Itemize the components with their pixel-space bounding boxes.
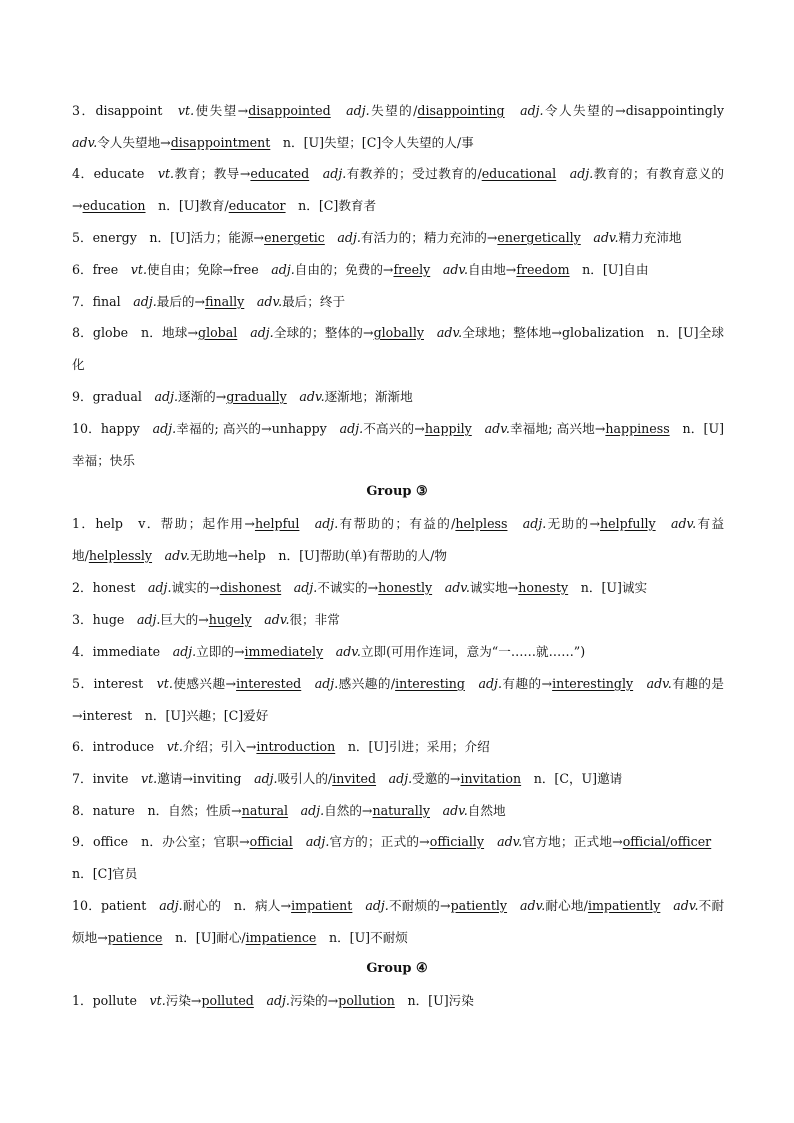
- entry-text: 官方的；正式的→: [329, 834, 430, 849]
- entry-text: 不高兴的→: [363, 421, 425, 436]
- entry-introduce: [72, 731, 724, 763]
- part-of-speech: adj.: [478, 676, 502, 691]
- entry-text: 不耐烦地→: [72, 898, 725, 945]
- answer-word: energetically: [497, 230, 581, 245]
- group-3-heading: Group ③: [366, 484, 428, 499]
- part-of-speech: adj.: [388, 771, 413, 786]
- answer-word: energetic: [264, 230, 325, 245]
- answer-word: educational: [481, 166, 557, 181]
- answer-word: interestingly: [552, 676, 634, 691]
- entry-text: 3．disappoint: [72, 103, 178, 118]
- entry-text: [484, 834, 497, 849]
- part-of-speech: adj.: [172, 644, 197, 659]
- answer-word: freely: [393, 262, 431, 277]
- part-of-speech: adj.: [133, 294, 157, 309]
- entry-text: [430, 803, 443, 818]
- entry-text: [287, 389, 300, 404]
- entry-text: [244, 294, 257, 309]
- answer-word: hugely: [208, 612, 252, 627]
- entry-final: [72, 286, 724, 318]
- entry-text: 有益地/: [72, 516, 725, 563]
- entry-text: [424, 325, 437, 340]
- entry-text: 5．interest: [72, 676, 157, 691]
- part-of-speech: adv.: [299, 389, 325, 404]
- entry-honest: [72, 572, 724, 604]
- part-of-speech: adj.: [250, 325, 274, 340]
- entry-disappoint: [72, 95, 737, 159]
- entry-text: [281, 580, 294, 595]
- entry-text: 5．energy n．[U]活力；能源→: [72, 230, 265, 245]
- entry-text: [325, 230, 338, 245]
- entry-text: [505, 103, 520, 118]
- answer-word: interesting: [395, 676, 465, 691]
- part-of-speech: adj.: [154, 389, 178, 404]
- entry-text: n．[C]官员: [72, 834, 725, 881]
- entry-text: 诚实地→: [469, 580, 519, 595]
- entry-text: 无助的→: [546, 516, 601, 531]
- part-of-speech: adj.: [266, 993, 290, 1008]
- entry-text: 诚实的→: [171, 580, 220, 595]
- part-of-speech: adv.: [444, 580, 470, 595]
- part-of-speech: adj.: [322, 166, 347, 181]
- part-of-speech: adj.: [520, 103, 544, 118]
- entry-text: [633, 676, 647, 691]
- entry-text: 9．gradual: [72, 389, 155, 404]
- answer-word: disappointment: [170, 135, 271, 150]
- part-of-speech: vt.: [141, 771, 158, 786]
- answer-word: happily: [424, 421, 472, 436]
- answer-word: dishonest: [219, 580, 282, 595]
- entry-text: 令人失望地→: [97, 135, 171, 150]
- entry-office: [72, 826, 724, 890]
- entry-text: 逐渐的→: [177, 389, 227, 404]
- entry-text: 逐渐地；渐渐地: [324, 389, 413, 404]
- entry-text: 有趣的是→interest n．[U]兴趣；[C]爱好: [72, 676, 724, 723]
- entry-text: 自然地: [467, 803, 506, 818]
- entry-text: [301, 676, 315, 691]
- answer-word: official: [249, 834, 293, 849]
- entry-text: 使失望→: [194, 103, 249, 118]
- entry-text: 7．final: [72, 294, 134, 309]
- entry-text: n．[U]失望；[C]令人失望的人/事: [270, 135, 474, 150]
- part-of-speech: adj.: [271, 262, 295, 277]
- entry-text: [430, 262, 443, 277]
- entry-text: 4．educate: [72, 166, 158, 181]
- part-of-speech: adv.: [442, 262, 469, 277]
- entry-immediate: [72, 636, 724, 668]
- part-of-speech: adj.: [314, 676, 339, 691]
- answer-word: education: [82, 198, 146, 213]
- entry-text: [581, 230, 594, 245]
- answer-word: helpful: [254, 516, 300, 531]
- entry-text: 很；非常: [289, 612, 340, 627]
- entry-text: 全球的；整体的→: [273, 325, 374, 340]
- answer-word: disappointing: [417, 103, 505, 118]
- entry-pollute: [72, 985, 724, 1017]
- entry-text: 邀请→inviting: [157, 771, 255, 786]
- answer-word: educator: [228, 198, 286, 213]
- answer-word: polluted: [201, 993, 254, 1008]
- entry-text: n．[C，U]邀请: [521, 771, 623, 786]
- entry-happy: [72, 413, 724, 477]
- answer-word: natural: [241, 803, 289, 818]
- answer-word: educated: [250, 166, 310, 181]
- entry-text: 9．office n．办公室；官职→: [72, 834, 250, 849]
- part-of-speech: adv.: [484, 421, 510, 436]
- entry-text: n．[U]耐心/: [162, 930, 246, 945]
- answer-word: gradually: [226, 389, 287, 404]
- entry-text: [432, 580, 445, 595]
- entry-text: [331, 103, 346, 118]
- part-of-speech: adj.: [365, 898, 389, 913]
- entry-text: [309, 166, 323, 181]
- entry-text: 幸福地; 高兴地→: [509, 421, 606, 436]
- entry-text: 感兴趣的/: [338, 676, 396, 691]
- entry-text: 最后的→: [156, 294, 206, 309]
- entry-text: [288, 803, 301, 818]
- part-of-speech: adj.: [136, 612, 161, 627]
- entry-text: 有趣的→: [501, 676, 553, 691]
- part-of-speech: adj.: [522, 516, 547, 531]
- entry-text: [507, 898, 520, 913]
- entry-text: [556, 166, 570, 181]
- entry-globe: [72, 317, 724, 381]
- entry-text: [660, 898, 673, 913]
- entry-free: [72, 254, 724, 286]
- part-of-speech: vt.: [130, 262, 147, 277]
- entry-nature: [72, 795, 724, 827]
- entry-text: [472, 421, 485, 436]
- entry-text: 自由地→: [468, 262, 517, 277]
- entry-text: 8．nature n．自然；性质→: [72, 803, 242, 818]
- entry-patient: [72, 890, 724, 954]
- answer-word: patiently: [450, 898, 508, 913]
- answer-word: immediately: [244, 644, 324, 659]
- part-of-speech: adv.: [497, 834, 523, 849]
- part-of-speech: adv.: [264, 612, 290, 627]
- entry-text: 耐心的 n．病人→: [182, 898, 292, 913]
- entry-text: 使自由；免除→free: [146, 262, 272, 277]
- entry-text: 自由的；免费的→: [294, 262, 394, 277]
- entry-text: 教育；教导→: [174, 166, 251, 181]
- part-of-speech: adj.: [254, 771, 278, 786]
- part-of-speech: vt.: [156, 676, 173, 691]
- part-of-speech: adv.: [72, 135, 98, 150]
- entry-text: 污染→: [165, 993, 202, 1008]
- entry-text: 使感兴趣→: [172, 676, 237, 691]
- entry-text: [323, 644, 336, 659]
- answer-word: invitation: [460, 771, 522, 786]
- part-of-speech: adj.: [305, 834, 330, 849]
- entry-text: 7．invite: [72, 771, 141, 786]
- entry-text: [507, 516, 522, 531]
- entry-text: 10．patient: [72, 898, 160, 913]
- entry-text: 最后；终于: [282, 294, 346, 309]
- entry-huge: [72, 604, 724, 636]
- entry-text: n．[U]幸福；快乐: [72, 421, 724, 468]
- entry-text: [254, 993, 267, 1008]
- entry-text: 有帮助的；有益的/: [338, 516, 456, 531]
- entry-text: 自然的→: [324, 803, 373, 818]
- entry-text: 令人失望的→disappointingly: [543, 103, 737, 118]
- entry-text: [152, 548, 165, 563]
- answer-word: introduction: [256, 739, 336, 754]
- entry-text: [237, 325, 250, 340]
- entry-text: 立即的→: [196, 644, 245, 659]
- part-of-speech: adj.: [314, 516, 339, 531]
- entry-invite: [72, 763, 724, 795]
- answer-word: naturally: [372, 803, 430, 818]
- entry-text: 巨大的→: [160, 612, 209, 627]
- entry-text: 无助地→help n．[U]帮助(单)有帮助的人/物: [189, 548, 447, 563]
- entry-text: 介绍；引入→: [182, 739, 257, 754]
- part-of-speech: adj.: [337, 230, 361, 245]
- answer-word: official/officer: [622, 834, 712, 849]
- answer-word: helpless: [455, 516, 508, 531]
- answer-word: helplessly: [88, 548, 153, 563]
- entry-text: [465, 676, 479, 691]
- part-of-speech: adv.: [593, 230, 619, 245]
- answer-word: officially: [429, 834, 485, 849]
- part-of-speech: vt.: [157, 166, 175, 181]
- entry-text: 不诚实的→: [317, 580, 379, 595]
- entry-text: 1．help v．帮助；起作用→: [72, 516, 255, 531]
- entry-text: 失望的/: [369, 103, 418, 118]
- entry-text: 官方地；正式地→: [522, 834, 623, 849]
- part-of-speech: adv.: [673, 898, 699, 913]
- answer-word: interested: [236, 676, 302, 691]
- entry-text: [293, 834, 306, 849]
- entry-text: 4．immediate: [72, 644, 173, 659]
- entry-text: 8．globe n．地球→: [72, 325, 199, 340]
- entry-interest: [72, 668, 724, 732]
- entry-text: 1．pollute: [72, 993, 150, 1008]
- entry-text: 6．free: [72, 262, 131, 277]
- entry-text: 有教养的；受过教育的/: [346, 166, 482, 181]
- entry-text: n．[U]引进；采用；介绍: [335, 739, 490, 754]
- answer-word: finally: [205, 294, 245, 309]
- entry-text: 精力充沛地: [618, 230, 682, 245]
- group-4-heading: Group ④: [366, 961, 428, 976]
- part-of-speech: adj.: [159, 898, 183, 913]
- entry-text: 教育的；有教育意义的→: [72, 166, 725, 213]
- entry-text: [352, 898, 365, 913]
- part-of-speech: adj.: [293, 580, 318, 595]
- entry-text: n．[C]教育者: [285, 198, 377, 213]
- answer-word: global: [198, 325, 238, 340]
- entry-gradual: [72, 381, 724, 413]
- entry-text: 受邀的→: [412, 771, 461, 786]
- part-of-speech: adv.: [436, 325, 463, 340]
- entry-text: [252, 612, 265, 627]
- part-of-speech: vt.: [177, 103, 195, 118]
- entry-text: 污染的→: [289, 993, 339, 1008]
- entry-text: 全球地；整体地→globalization n．[U]全球化: [72, 325, 724, 372]
- entry-text: 2．honest: [72, 580, 148, 595]
- answer-word: honesty: [518, 580, 569, 595]
- entry-help: [72, 508, 724, 572]
- entry-text: 耐心地/: [545, 898, 588, 913]
- answer-word: impatient: [291, 898, 353, 913]
- answer-word: honestly: [378, 580, 433, 595]
- answer-word: freedom: [516, 262, 570, 277]
- entry-text: 6．introduce: [72, 739, 167, 754]
- answer-word: invited: [332, 771, 377, 786]
- entry-text: 立即(可用作连词，意为“一……就……”): [360, 644, 586, 659]
- part-of-speech: adj.: [346, 103, 370, 118]
- entry-text: 吸引人的/: [277, 771, 333, 786]
- entry-text: n．[U]不耐烦: [316, 930, 408, 945]
- part-of-speech: adv.: [442, 803, 468, 818]
- part-of-speech: adv.: [670, 516, 697, 531]
- answer-word: helpfully: [600, 516, 656, 531]
- entry-text: 不耐烦的→: [388, 898, 451, 913]
- part-of-speech: adj.: [147, 580, 172, 595]
- part-of-speech: adv.: [164, 548, 190, 563]
- part-of-speech: adj.: [339, 421, 364, 436]
- entry-educate: [72, 158, 724, 222]
- entry-text: 有活力的；精力充沛的→: [360, 230, 498, 245]
- answer-word: patience: [107, 930, 163, 945]
- answer-word: disappointed: [248, 103, 331, 118]
- part-of-speech: adj.: [152, 421, 177, 436]
- answer-word: impatiently: [587, 898, 661, 913]
- part-of-speech: adv.: [335, 644, 361, 659]
- entry-text: 10．happy: [72, 421, 153, 436]
- part-of-speech: adj.: [300, 803, 325, 818]
- part-of-speech: adj.: [569, 166, 594, 181]
- entry-energy: [72, 222, 724, 254]
- entry-text: n．[U]自由: [569, 262, 649, 277]
- part-of-speech: adv.: [256, 294, 283, 309]
- part-of-speech: adv.: [520, 898, 546, 913]
- entry-text: n．[U]污染: [394, 993, 474, 1008]
- part-of-speech: vt.: [166, 739, 183, 754]
- answer-word: happiness: [605, 421, 670, 436]
- entry-text: [299, 516, 314, 531]
- answer-word: pollution: [338, 993, 395, 1008]
- entry-text: 幸福的; 高兴的→unhappy: [176, 421, 340, 436]
- entry-text: [376, 771, 389, 786]
- entry-text: n．[U]教育/: [145, 198, 229, 213]
- entry-text: 3．huge: [72, 612, 137, 627]
- part-of-speech: vt.: [149, 993, 166, 1008]
- entry-text: [656, 516, 671, 531]
- answer-word: globally: [373, 325, 424, 340]
- entry-text: n．[U]诚实: [568, 580, 648, 595]
- part-of-speech: adv.: [646, 676, 672, 691]
- answer-word: impatience: [245, 930, 317, 945]
